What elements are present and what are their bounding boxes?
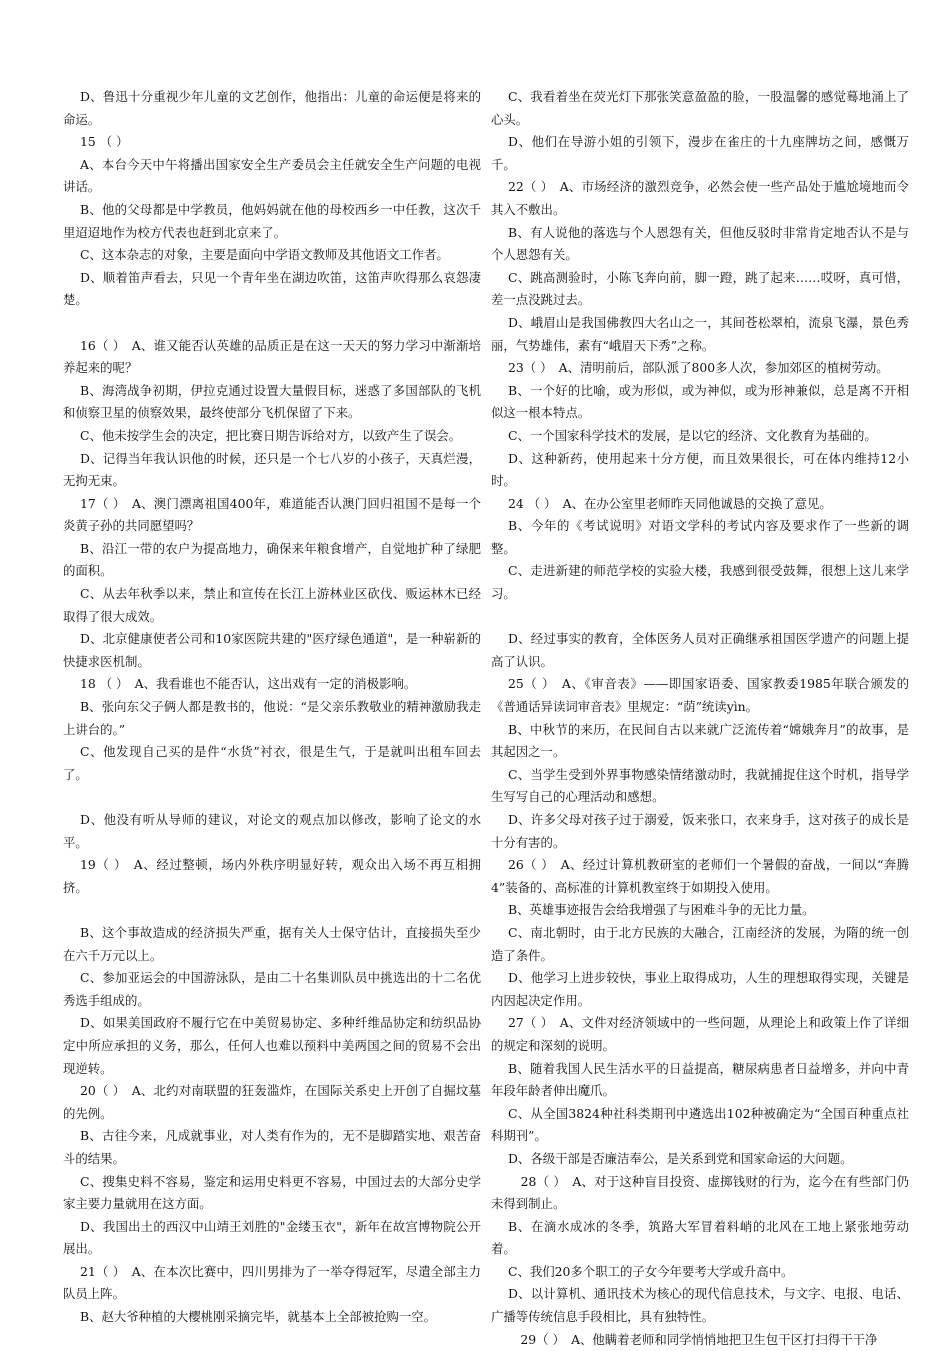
text-paragraph: D、鲁迅十分重视少年儿童的文艺创作，他指出：儿童的命运便是将来的命运。 (63, 89, 481, 127)
text-paragraph: C、参加亚运会的中国游泳队，是由二十名集训队员中挑选出的十二名优秀选手组成的。 (63, 970, 481, 1008)
text-paragraph: C、他发现自己买的是件“水货”衬衣，很是生气，于是就叫出租车回去了。 (63, 744, 481, 782)
text-paragraph: D、峨眉山是我国佛教四大名山之一，其间苍松翠柏，流泉飞瀑，景色秀丽，气势雄伟，素有“峨眉天下秀”之称。 (491, 314, 909, 353)
text-paragraph: B、古往今来，凡成就事业，对人类有作为的，无不是脚踏实地、艰苦奋斗的结果。 (63, 1128, 481, 1166)
text-paragraph: B、一个好的比喻，或为形似，或为神似，或为形神兼似，总是离不开相似这一根本特点。 (491, 382, 909, 421)
text-paragraph: B、英雄事迹报告会给我增强了与困难斗争的无比力量。 (508, 902, 815, 918)
text-paragraph: D、记得当年我认识他的时候，还只是一个七八岁的小孩子，天真烂漫，无拘无束。 (63, 450, 481, 489)
text-paragraph: D、他没有听从导师的建议，对论文的观点加以修改，影响了论文的水平。 (63, 812, 481, 850)
text-paragraph: B、海湾战争初期，伊拉克通过设置大量假目标，迷惑了多国部队的飞机和侦察卫星的侦察效果，最终使部分飞机保留了下来。 (63, 382, 481, 421)
text-paragraph: 23（ ） A、清明前后，部队派了800多人次，参加郊区的植树劳动。 (508, 360, 889, 376)
text-paragraph: B、今年的《考试说明》对语文学科的考试内容及要求作了一些新的调整。 (491, 518, 909, 556)
text-paragraph: C、南北朝时，由于北方民族的大融合，江南经济的发展，为隋的统一创造了条件。 (491, 924, 909, 963)
text-paragraph: D、他学习上进步较快，事业上取得成功，人生的理想取得实现，关键是内因起决定作用。 (491, 970, 909, 1008)
blank-line (63, 786, 481, 809)
text-paragraph: C、跳高测验时，小陈飞奔向前，脚一蹬，跳了起来……哎呀，真可惜，差一点没跳过去。 (491, 269, 909, 308)
text-paragraph: D、他们在导游小姐的引领下，漫步在雀庄的十九座牌坊之间，感慨万千。 (491, 134, 909, 172)
text-paragraph: B、沿江一带的农户为提高地力，确保来年粮食增产，自觉地扩种了绿肥的面积。 (63, 540, 481, 579)
text-paragraph: B、在滴水成冰的冬季，筑路大军冒着料峭的北风在工地上紧张地劳动着。 (491, 1218, 909, 1257)
text-paragraph: C、从去年秋季以来，禁止和宣传在长江上游林业区砍伐、贩运林木已经取得了很大成效。 (63, 586, 481, 624)
text-paragraph: 24 （ ） A、在办公室里老师昨天同他诚恳的交换了意见。 (508, 495, 832, 511)
blank-line (491, 606, 909, 629)
text-paragraph: B、他的父母都是中学教员，他妈妈就在他的母校西乡一中任教，这次千里迢迢地作为校方代表也赶到北京来了。 (63, 201, 481, 240)
text-paragraph: D、各级干部是否廉洁奉公，是关系到党和国家命运的大问题。 (508, 1150, 853, 1166)
text-paragraph: 19（ ） A、经过整顿，场内外秩序明显好转，观众出入场不再互相拥挤。 (63, 857, 481, 895)
text-paragraph: 17（ ） A、澳门漂离祖国400年，难道能否认澳门回归祖国不是每一个炎黄子孙的共同愿望吗？ (63, 495, 481, 534)
blank-line (63, 899, 481, 922)
text-paragraph: D、北京健康使者公司和10家医院共建的"医疗绿色通道"，是一种崭新的快捷求医机制。 (63, 631, 481, 669)
text-paragraph: D、这种新药，使用起来十分方便，而且效果很长，可在体内维持12小时。 (491, 450, 909, 489)
text-paragraph: C、一个国家科学技术的发展，是以它的经济、文化教育为基础的。 (508, 427, 877, 443)
text-paragraph: D、经过事实的教育，全体医务人员对正确继承祖国医学遗产的问题上提高了认识。 (491, 631, 909, 669)
text-paragraph: C、当学生受到外界事物感染情绪激动时，我就捕捉住这个时机，指导学生写写自己的心理活动和感想。 (491, 766, 909, 805)
text-paragraph: 26（ ） A、经过计算机教研室的老师们一个暑假的奋战，一间以“奔腾4”装备的、高标准的计算机教室终于如期投入使用。 (491, 857, 909, 895)
text-paragraph: D、如果美国政府不履行它在中美贸易协定、多种纤维品协定和纺织品协定中所应承担的义务，那么，任何人也难以预料中美两国之间的贸易不会出现逆转。 (63, 1015, 481, 1076)
text-paragraph: B、张向东父子俩人都是教书的，他说：“是父亲乐教敬业的精神激励我走上讲台的。” (63, 699, 481, 737)
text-paragraph: B、这个事故造成的经济损失严重，据有关人士保守估计，直接损失至少在六千万元以上。 (63, 924, 481, 963)
left-column (63, 86, 481, 1329)
text-paragraph: 15 （ ） (80, 134, 129, 150)
text-paragraph: D、顺着笛声看去，只见一个青年坐在湖边吹笛，这笛声吹得那么哀怨凄楚。 (63, 269, 481, 308)
text-paragraph: B、中秋节的来历，在民间自古以来就广泛流传着“嫦娥奔月”的故事，是其起因之一。 (491, 721, 909, 760)
text-paragraph: 27（ ） A、文件对经济领域中的一些问题，从理论上和政策上作了详细的规定和深刻的说明。 (491, 1015, 909, 1053)
text-paragraph: C、走进新建的师范学校的实验大楼，我感到很受鼓舞，很想上这儿来学习。 (491, 563, 909, 602)
text-paragraph: 22（ ） A、市场经济的激烈竞争，必然会使一些产品处于尴尬境地而令其入不敷出。 (491, 179, 909, 217)
text-paragraph: 28（ ） A、对于这种盲目投资、虚掷钱财的行为，迄今在有些部门仍未得到制止。 (491, 1173, 909, 1212)
text-paragraph: A、本台今天中午将播出国家安全生产委员会主任就安全生产问题的电视讲话。 (63, 156, 481, 195)
text-paragraph: B、随着我国人民生活水平的日益提高，糖尿病患者日益增多，并向中青年段年龄者伸出魔爪。 (491, 1060, 909, 1099)
text-paragraph: 16（ ） A、谁又能否认英雄的品质正是在这一天天的努力学习中渐渐培养起来的呢？ (63, 337, 481, 376)
text-paragraph: C、我们20多个职工的子女今年要考大学或升高中。 (508, 1263, 794, 1279)
text-paragraph: C、从全国3824种社科类期刊中遴选出102种被确定为“全国百种重点社科期刊”。 (491, 1105, 909, 1144)
text-paragraph: 18 （ ） A、我看谁也不能否认，这出戏有一定的消极影响。 (80, 676, 417, 692)
text-paragraph: C、这本杂志的对象，主要是面向中学语文教师及其他语文工作者。 (80, 247, 449, 263)
text-paragraph: B、有人说他的落选与个人恩怨有关，但他反驳时非常肯定地否认不是与个人恩怨有关。 (491, 224, 909, 263)
text-paragraph: 20（ ） A、北约对南联盟的狂轰滥炸，在国际关系史上开创了自掘坟墓的先例。 (63, 1083, 481, 1121)
text-paragraph: 21（ ） A、在本次比赛中，四川男排为了一举夺得冠军，尽遣全部主力队员上阵。 (63, 1263, 481, 1302)
right-column (491, 86, 909, 1351)
text-paragraph: C、搜集史料不容易，鉴定和运用史料更不容易，中国过去的大部分史学家主要力量就用在这方面。 (63, 1173, 481, 1212)
text-paragraph: D、以计算机、通讯技术为核心的现代信息技术，与文字、电报、电话、广播等传统信息手段相比，具有独特性。 (491, 1286, 909, 1325)
text-paragraph: 29（ ） A、他瞒着老师和同学悄悄地把卫生包干区打扫得干干净 (508, 1331, 878, 1347)
text-paragraph: D、我国出土的西汉中山靖王刘胜的"金缕玉衣"，新年在故宫博物院公开展出。 (63, 1218, 481, 1257)
text-paragraph: 25（ ） A、《审音表》——即国家语委、国家教委1985年联合颁发的《普通话异读词审音表》里规定：“荫”统读yìn。 (491, 676, 909, 715)
text-paragraph: B、赵大爷种植的大樱桃刚采摘完毕，就基本上全部被抢购一空。 (80, 1309, 437, 1325)
text-paragraph: C、他未按学生会的决定，把比赛日期告诉给对方，以致产生了误会。 (80, 427, 462, 443)
blank-line (63, 312, 481, 335)
text-paragraph: D、许多父母对孩子过于溺爱，饭来张口，衣来身手，这对孩子的成长是十分有害的。 (491, 812, 909, 850)
text-paragraph: C、我看着坐在荧光灯下那张笑意盈盈的脸，一股温馨的感觉蓦地涌上了心头。 (491, 89, 909, 127)
